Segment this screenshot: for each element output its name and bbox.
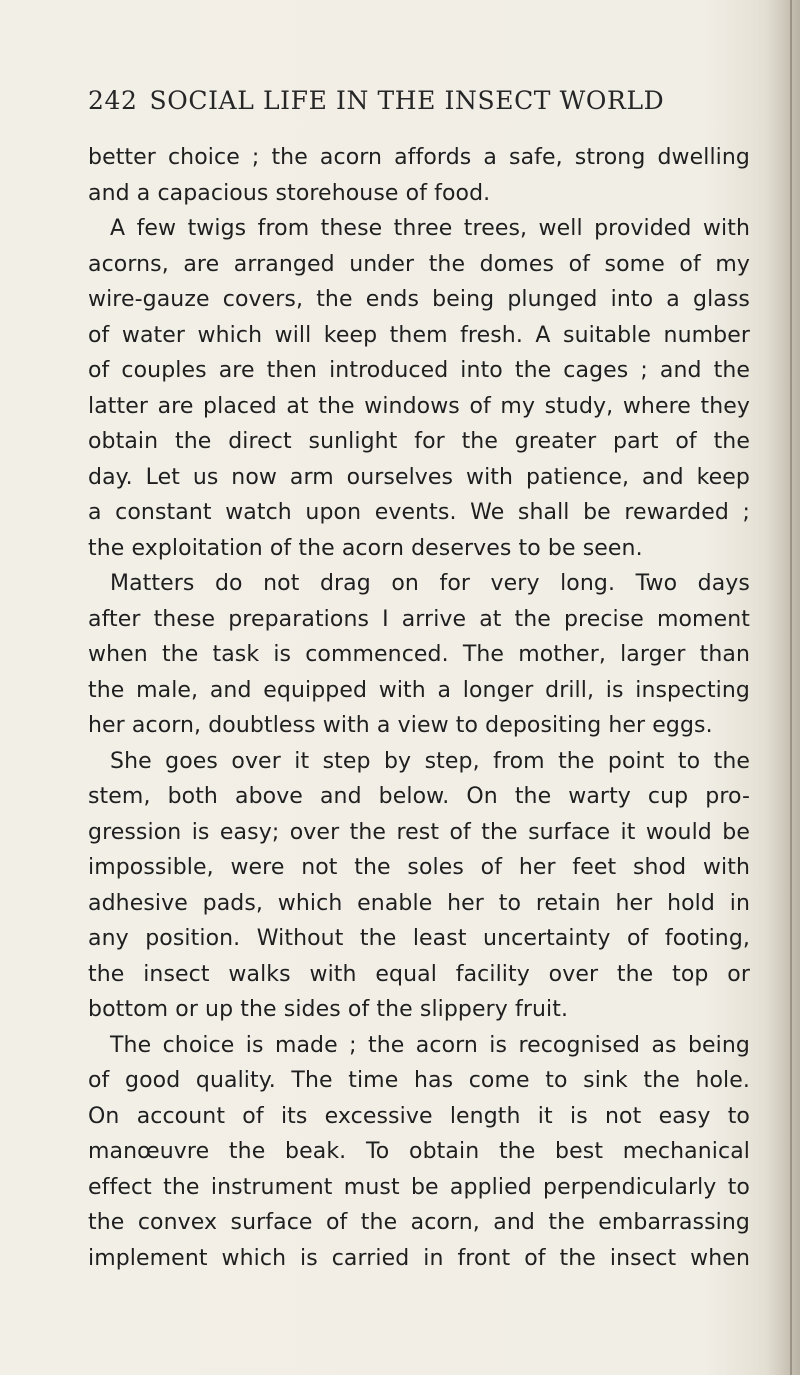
text-line: impossible, were not the soles of her feet shod with	[88, 855, 750, 880]
text-line: acorns, are arranged under the domes of some of my	[88, 251, 750, 277]
text-line: the insect walks with equal facility over the top or	[88, 961, 750, 987]
text-line: On account of its excessive length it is not easy to	[88, 1103, 750, 1129]
text-line: manœuvre the beak. To obtain the best mechanical	[88, 1139, 750, 1164]
running-title: SOCIAL LIFE IN THE INSECT WORLD	[149, 86, 665, 115]
text-line: when the task is commenced. The mother, larger than	[88, 642, 750, 667]
text-line: She goes over it step by step, from the point to the	[110, 748, 750, 774]
text-line: implement which is carried in front of the insect when	[88, 1245, 750, 1271]
text-line: of good quality. The time has come to sink the hole.	[88, 1068, 750, 1093]
text-line: bottom or up the sides of the slippery fruit.	[88, 997, 569, 1022]
text-line: effect the instrument must be applied perpendicularly to	[88, 1174, 750, 1200]
text-line: her acorn, doubtless with a view to depositing her eggs.	[88, 713, 713, 738]
text-line: after these preparations I arrive at the precise moment	[88, 606, 750, 632]
text-line: of water which will keep them fresh. A suitable number	[88, 322, 750, 348]
text-line: and a capacious storehouse of food.	[88, 180, 491, 206]
text-line: any position. Without the least uncertainty of footing,	[88, 926, 750, 951]
text-line: the exploitation of the acorn deserves to be seen.	[88, 535, 643, 561]
page-number: 242	[88, 86, 138, 115]
text-line: obtain the direct sunlight for the greater part of the	[88, 429, 750, 454]
text-line: A few twigs from these three trees, well provided with	[110, 216, 750, 241]
text-line: Matters do not drag on for very long. Two days	[110, 571, 750, 596]
text-line: of couples are then introduced into the cages ; and the	[88, 358, 750, 383]
text-line: The choice is made ; the acorn is recognised as being	[110, 1032, 750, 1058]
text-line: latter are placed at the windows of my study, where they	[88, 393, 750, 419]
text-line: day. Let us now arm ourselves with patience, and keep	[88, 464, 750, 490]
text-line: the convex surface of the acorn, and the embarrassing	[88, 1210, 750, 1235]
body-text	[88, 140, 750, 1276]
text-line: the male, and equipped with a longer drill, is inspecting	[88, 677, 750, 703]
text-line: stem, both above and below. On the warty cup pro-	[88, 784, 750, 809]
text-line: gression is easy; over the rest of the surface it would be	[88, 819, 750, 845]
book-gutter-line	[790, 0, 792, 1375]
text-line: better choice ; the acorn affords a safe, strong dwelling	[88, 145, 750, 170]
running-head	[88, 86, 748, 115]
book-spine-shadow	[766, 0, 800, 1375]
text-line: wire-gauze covers, the ends being plunged into a glass	[88, 287, 750, 312]
text-line: adhesive pads, which enable her to retain her hold in	[88, 890, 750, 916]
text-line: a constant watch upon events. We shall be rewarded ;	[88, 500, 750, 525]
